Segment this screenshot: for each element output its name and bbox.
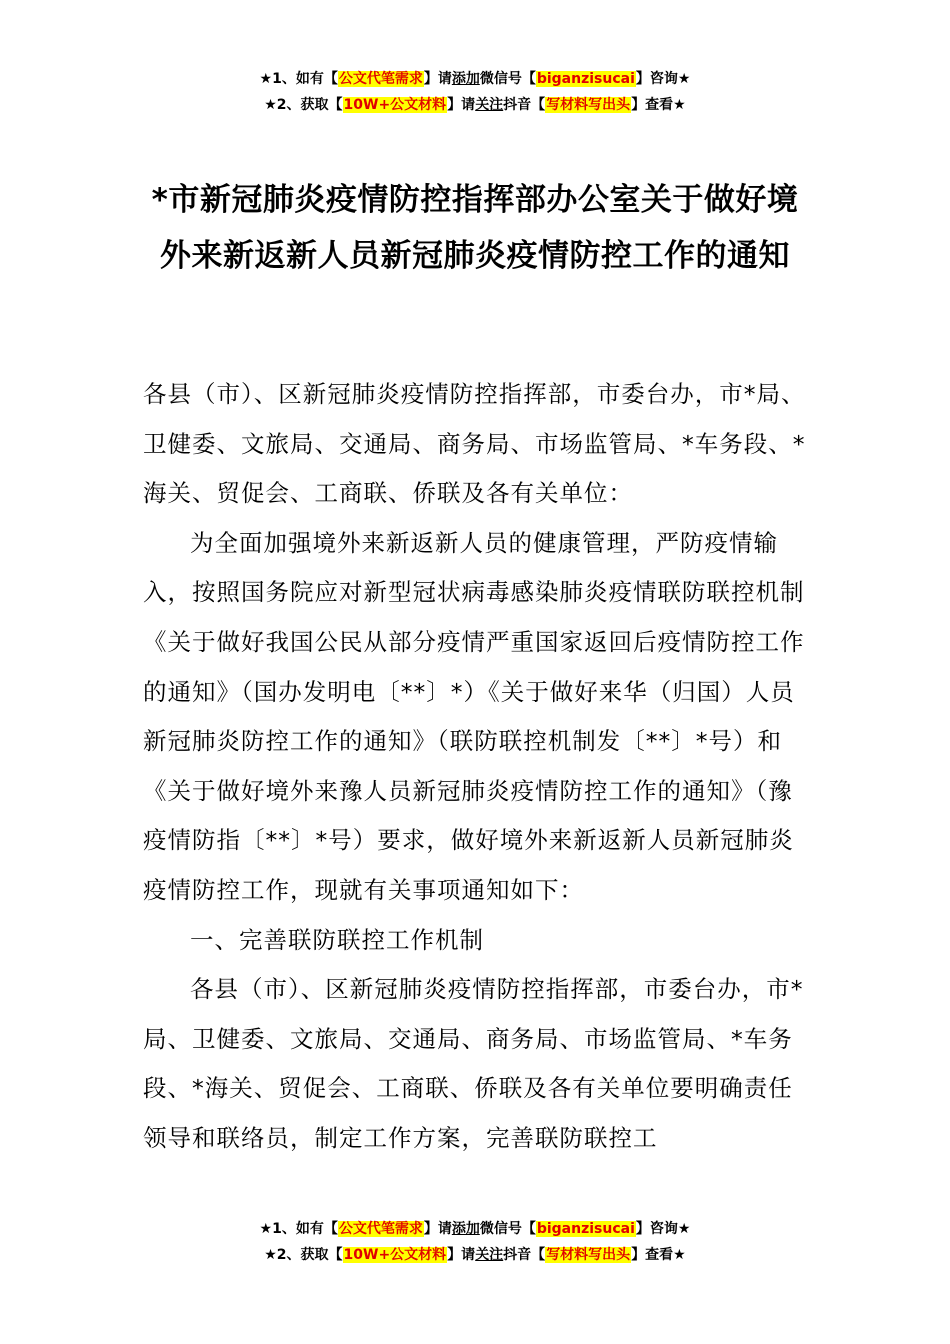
banner-text: 】咨询★ [635,71,691,87]
paragraph-section-1: 各县（市）、区新冠肺炎疫情防控指挥部，市委台办，市*局、卫健委、文旅局、交通局、商务局、市场监管局、*车务段、*海关、贸促会、工商联、侨联及各有关单位要明确责任领导和联络员，制定工作方案，完善联防联控工 [143,975,804,1152]
banner-highlight: 10W+公文材料 [343,97,447,113]
paragraph-intro: 为全面加强境外来新返新人员的健康管理，严防疫情输入，按照国务院应对新型冠状病毒感染肺炎疫情联防联控机制《关于做好我国公民从部分疫情严重国家返回后疫情防控工作的通知》（国办发明电〔**〕*）《关于做好来华（归国）人员新冠肺炎防控工作的通知》（联防联控机制发〔**〕*号）和《关于做好境外来豫人员新冠肺炎疫情防控工作的通知》（豫疫情防指〔**〕*号）要求，做好境外来新返新人员新冠肺炎疫情防控工作，现就有关事项通知如下： [143,528,805,904]
banner-text: 】查看★ [631,97,686,113]
banner-text: ★2、获取【 [264,97,343,113]
banner-highlight: biganzisucai [536,71,635,87]
footer-banner [0,1216,950,1268]
banner-highlight: 写材料写出头 [546,97,631,113]
banner-text: 】请 [423,71,452,87]
banner-line-1 [0,66,950,92]
banner-line-2 [0,92,950,118]
banner-underline: 关注 [475,97,504,113]
banner-text: 抖音【 [503,97,546,113]
banner-text: 微信号【 [479,1221,536,1237]
banner-text: 抖音【 [503,1247,546,1263]
addressee: 各县（市）、区新冠肺炎疫情防控指挥部，市委台办，市*局、卫健委、文旅局、交通局、商务局、市场监管局、*车务段、*海关、贸促会、工商联、侨联及各有关单位： [143,380,806,508]
banner-underline: 添加 [451,71,480,87]
document-body [143,370,813,1164]
banner-text: 】请 [447,1247,476,1263]
banner-highlight: 公文代笔需求 [338,71,423,87]
document-title: *市新冠肺炎疫情防控指挥部办公室关于做好境外来新返新人员新冠肺炎疫情防控工作的通知 [151,182,799,274]
banner-text: 】请 [423,1221,452,1237]
header-banner [0,66,950,118]
banner-highlight: 10W+公文材料 [343,1247,447,1263]
banner-text: 】查看★ [631,1247,686,1263]
banner-highlight: 公文代笔需求 [338,1221,423,1237]
banner-underline: 添加 [451,1221,480,1237]
banner-text: 微信号【 [479,71,536,87]
banner-highlight: biganzisucai [536,1221,635,1237]
banner-line-2 [0,1242,950,1268]
banner-text: ★1、如有【 [259,71,338,87]
banner-text: ★1、如有【 [259,1221,338,1237]
banner-highlight: 写材料写出头 [546,1247,631,1263]
section-heading: 一、完善联防联控工作机制 [190,925,484,954]
banner-text: 】咨询★ [635,1221,691,1237]
banner-text: ★2、获取【 [264,1247,343,1263]
banner-underline: 关注 [475,1247,504,1263]
banner-text: 】请 [447,97,476,113]
banner-line-1 [0,1216,950,1242]
